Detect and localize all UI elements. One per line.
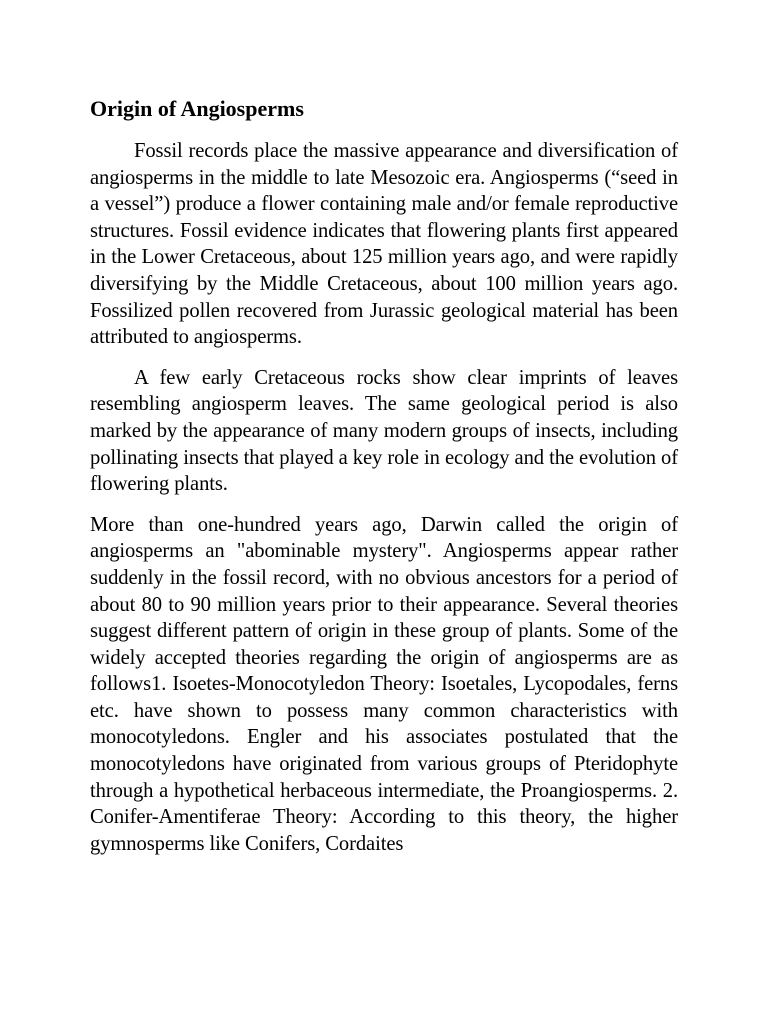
paragraph-cretaceous-rocks: A few early Cretaceous rocks show clear imprints of leaves resembling angiosperm leaves. The same geological period is also marked by the appearance of many modern groups of insects, including pollinating insects that played a key role in ecology and the evolution of flowering plants.: [90, 366, 678, 496]
paragraph-darwin-theories: More than one-hundred years ago, Darwin called the origin of angiosperms an "abominable mystery". Angiosperms appear rather suddenly in the fossil record, with no obvious ancestors for a period of about 80 to 90 million years prior to their appearance. Several theories suggest different pattern of origin in these group of plants. Some of the widely accepted theories regarding the origin of angiosperms are as follows1. Isoetes-Monocotyledon Theory: Isoetales, Lycopodales, ferns etc. have shown to possess many common characteristics with monocotyledons. Engler and his associates postulated that the monocotyledons have originated from various groups of Pteridophyte through a hypothetical herbaceous intermediate, the Proangiosperms. 2. Conifer-Amentiferae Theory: According to this theory, the higher gymnosperms like Conifers, Cordaites: [90, 513, 678, 855]
page-title: Origin of Angiosperms: [90, 96, 304, 121]
paragraph-fossil-records: Fossil records place the massive appearance and diversification of angiosperms in the middle to late Mesozoic era. Angiosperms (“seed in a vessel”) produce a flower containing male and/or female reproductive structures. Fossil evidence indicates that flowering plants first appeared in the Lower Cretaceous, about 125 million years ago, and were rapidly diversifying by the Middle Cretaceous, about 100 million years ago. Fossilized pollen recovered from Jurassic geological material has been attributed to angiosperms.: [90, 140, 678, 349]
document-page: [90, 96, 678, 871]
